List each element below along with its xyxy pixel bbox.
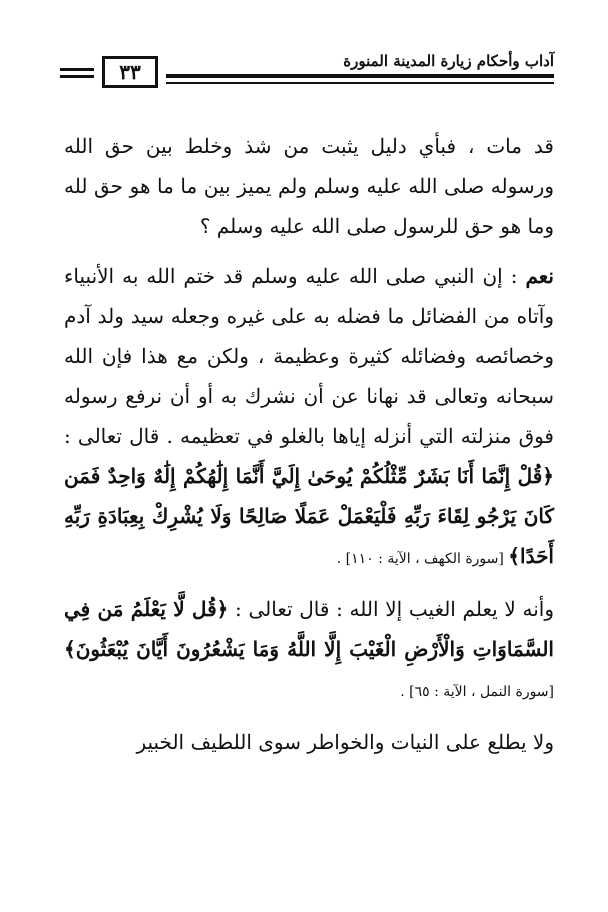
paragraph-1 [64,126,554,246]
quran-quote: ﴿قُل لَّا يَعْلَمُ مَن فِي السَّمَاوَاتِ وَالْأَرْضِ الْغَيْبَ إِلَّا اللَّهُ وَمَا يَشْعُرُونَ أَيَّانَ يُبْعَثُونَ﴾ [64,597,554,661]
header-rule-thin [166,82,554,84]
body-text [64,126,554,762]
paragraph-2 [64,256,554,579]
page-header [60,52,554,88]
quran-reference: [سورة الكهف ، الآية : ١١٠] . [336,551,509,567]
quran-reference: [سورة النمل ، الآية : ٦٥] . [400,684,554,700]
paragraph-3 [64,589,554,712]
header-rule-thick [166,74,554,78]
quran-quote: ﴿قُلْ إِنَّمَا أَنَا بَشَرٌ مِّثْلُكُمْ يُوحَىٰ إِلَيَّ أَنَّمَا إِلَٰهُكُمْ إِلَٰهٌ وَاحِدٌ فَمَن كَانَ يَرْجُو لِقَاءَ رَبِّهِ فَلْيَعْمَلْ عَمَلًا صَالِحًا وَلَا يُشْرِكْ بِعِبَادَةِ رَبِّهِ أَحَدًا﴾ [64,464,554,568]
header-ornament-lines [60,68,94,78]
paragraph-text: : إن النبي صلى الله عليه وسلم قد ختم الله به الأنبياء وآتاه من الفضائل ما فضله به على غيره وجعله سيد ولد آدم وخصائصه وفضائله كثيرة وعظيمة ، ولكن مع هذا فإن الله سبحانه وتعالى قد نهانا عن أن نشرك به أو أن نرفع رسوله فوق منزلته التي أنزله إياها بالغلو في تعظيمه . قال تعالى : [64,264,554,448]
paragraph-text: قد مات ، فبأي دليل يثبت من شذ وخلط بين حق الله ورسوله صلى الله عليه وسلم ولم يميز بين ما ما هو حق لله وما هو حق للرسول صلى الله عليه وسلم ؟ [64,134,554,238]
paragraph-4 [64,722,554,762]
paragraph-lead-word: نعم [525,264,554,288]
page-number: ٣٣ [102,56,158,88]
paragraph-text: وأنه لا يعلم الغيب إلا الله : قال تعالى : [228,597,554,621]
paragraph-text: ولا يطلع على النيات والخواطر سوى اللطيف الخبير [136,730,554,754]
running-title: آداب وأحكام زيارة المدينة المنورة [343,52,554,70]
